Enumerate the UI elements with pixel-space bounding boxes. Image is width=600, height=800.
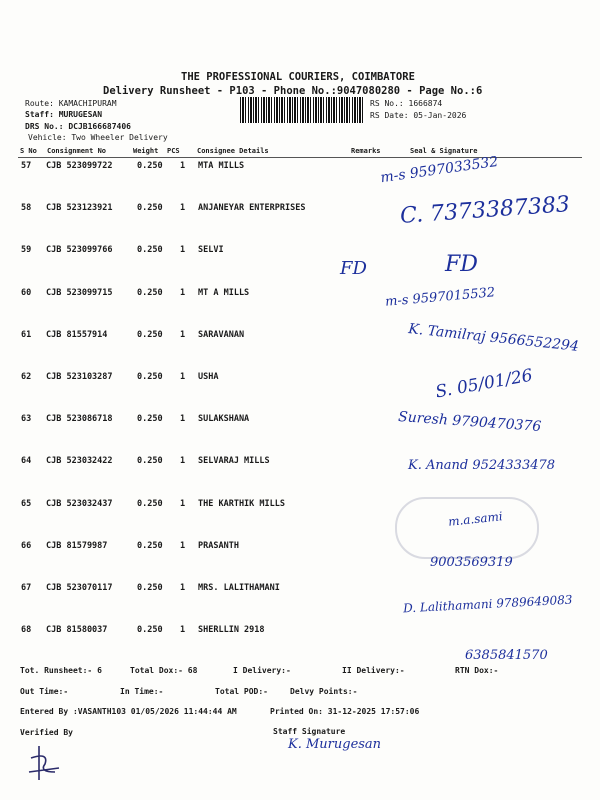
col-remarks: Remarks (351, 147, 381, 155)
row-61-sno: 61 (21, 329, 32, 340)
signature-68: 6385841570 (465, 648, 548, 663)
row-60-consignee: MT A MILLS (198, 287, 250, 298)
row-62-pcs: 1 (180, 372, 186, 382)
row-66-consignee: PRASANTH (198, 540, 239, 551)
row-66-consignment: CJB 81579987 (46, 540, 108, 551)
ii-delivery: II Delivery:- (342, 666, 405, 675)
signature-62: S. 05/01/26 (434, 365, 535, 403)
entered-by: Entered By :VASANTH103 01/05/2026 11:44:44 AM (20, 707, 237, 716)
out-time: Out Time:- (20, 687, 69, 696)
row-60-pcs: 1 (180, 287, 186, 298)
row-64-consignment: CJB 523032422 (46, 456, 113, 467)
row-57-consignment: CJB 523099722 (46, 161, 113, 171)
row-58-sno: 58 (21, 203, 32, 214)
signature-67: D. Lalithamani 9789649083 (402, 592, 573, 616)
row-63-sno: 63 (21, 414, 32, 425)
staff-signature: K. Murugesan (288, 737, 382, 752)
row-66-weight: 0.250 (137, 540, 163, 551)
col-sno: S No (20, 147, 37, 155)
row-67-consignee: MRS. LALITHAMANI (198, 583, 280, 593)
company-stamp (395, 497, 539, 559)
row-64-pcs: 1 (180, 456, 186, 467)
row-58-consignment: CJB 523123921 (46, 203, 113, 214)
col-pcs: PCS (167, 147, 180, 155)
row-67-weight: 0.250 (137, 583, 163, 593)
vehicle: Vehicle: Two Wheeler Delivery (28, 133, 168, 142)
row-61-consignee: SARAVANAN (198, 329, 245, 340)
company-name: THE PROFESSIONAL COURIERS, COIMBATORE (181, 71, 415, 83)
row-68-consignment: CJB 81580037 (46, 625, 108, 636)
row-65-sno: 65 (21, 498, 32, 509)
row-59-sno: 59 (21, 245, 32, 256)
col-consignment: Consignment No (47, 147, 107, 155)
in-time: In Time:- (120, 687, 164, 696)
signature-63: Suresh 9790470376 (397, 409, 542, 435)
printed-on: Printed On: 31-12-2025 17:57:06 (270, 707, 420, 716)
row-64-sno: 64 (21, 456, 32, 467)
row-59-weight: 0.250 (137, 245, 163, 256)
row-62-sno: 62 (21, 372, 32, 382)
runsheet-title: Delivery Runsheet - P103 - Phone No.:9047080280 - Page No.:6 (103, 85, 483, 97)
verifier-signature-mark (25, 742, 65, 784)
row-64-consignee: SELVARAJ MILLS (198, 456, 270, 467)
row-63-weight: 0.250 (137, 414, 163, 425)
row-68-consignee: SHERLLIN 2918 (198, 625, 265, 636)
row-57-weight: 0.250 (137, 161, 163, 171)
signature-66: 9003569319 (430, 555, 513, 570)
row-61-weight: 0.250 (137, 329, 163, 340)
signature-58: C. 7373387383 (399, 192, 571, 229)
rs-number: RS No.: 1666874 (370, 99, 443, 108)
row-60-weight: 0.250 (137, 287, 163, 298)
signature-60: m-s 9597015532 (384, 285, 496, 310)
row-67-consignment: CJB 523070117 (46, 583, 113, 593)
i-delivery: I Delivery:- (233, 666, 291, 675)
row-61-pcs: 1 (180, 329, 186, 340)
row-67-sno: 67 (21, 583, 32, 593)
col-weight: Weight (133, 147, 159, 155)
row-59-pcs: 1 (180, 245, 186, 256)
row-63-consignment: CJB 523086718 (46, 414, 113, 425)
total-pod: Total POD:- (215, 687, 268, 696)
row-68-sno: 68 (21, 625, 32, 636)
drs-number: DRS No.: DCJB166687406 (25, 122, 131, 131)
delivery-points: Delvy Points:- (290, 687, 358, 696)
route: Route: KAMACHIPURAM (25, 99, 117, 108)
row-62-weight: 0.250 (137, 372, 163, 382)
col-seal-signature: Seal & Signature (410, 147, 478, 155)
row-64-weight: 0.250 (137, 456, 163, 467)
row-65-consignment: CJB 523032437 (46, 498, 113, 509)
row-68-weight: 0.250 (137, 625, 163, 636)
row-63-consignee: SULAKSHANA (198, 414, 250, 425)
signature-61: K. Tamilraj 9566552294 (407, 321, 580, 355)
row-68-pcs: 1 (180, 625, 186, 636)
signature-64: K. Anand 9524333478 (408, 458, 556, 473)
row-58-weight: 0.250 (137, 203, 163, 214)
rs-date: RS Date: 05-Jan-2026 (370, 111, 467, 120)
signature-59b: FD (445, 252, 478, 277)
row-57-pcs: 1 (180, 161, 186, 171)
row-58-consignee: ANJANEYAR ENTERPRISES (198, 203, 306, 214)
verified-by-label: Verified By (20, 728, 73, 737)
row-65-weight: 0.250 (137, 498, 163, 509)
signature-59a: FD (340, 258, 367, 279)
total-dox: Total Dox:- 68 (130, 666, 198, 675)
row-62-consignee: USHA (198, 372, 219, 382)
row-60-consignment: CJB 523099715 (46, 287, 113, 298)
signature-57: m-s 9597033532 (379, 153, 500, 187)
barcode (240, 97, 365, 123)
row-58-pcs: 1 (180, 203, 186, 214)
row-65-consignee: THE KARTHIK MILLS (198, 498, 285, 509)
row-66-sno: 66 (21, 540, 32, 551)
total-runsheet: Tot. Runsheet:- 6 (20, 666, 102, 675)
row-59-consignment: CJB 523099766 (46, 245, 113, 256)
row-62-consignment: CJB 523103287 (46, 372, 113, 382)
row-57-sno: 57 (21, 161, 32, 171)
row-65-pcs: 1 (180, 498, 186, 509)
staff-signature-label: Staff Signature (273, 727, 346, 736)
row-59-consignee: SELVI (198, 245, 224, 256)
col-consignee: Consignee Details (197, 147, 269, 155)
row-61-consignment: CJB 81557914 (46, 329, 108, 340)
row-67-pcs: 1 (180, 583, 186, 593)
rtn-dox: RTN Dox:- (455, 666, 499, 675)
row-63-pcs: 1 (180, 414, 186, 425)
row-66-pcs: 1 (180, 540, 186, 551)
staff: Staff: MURUGESAN (25, 110, 103, 119)
row-60-sno: 60 (21, 287, 32, 298)
signature-65: m.a.sami (447, 509, 504, 529)
row-57-consignee: MTA MILLS (198, 161, 245, 171)
